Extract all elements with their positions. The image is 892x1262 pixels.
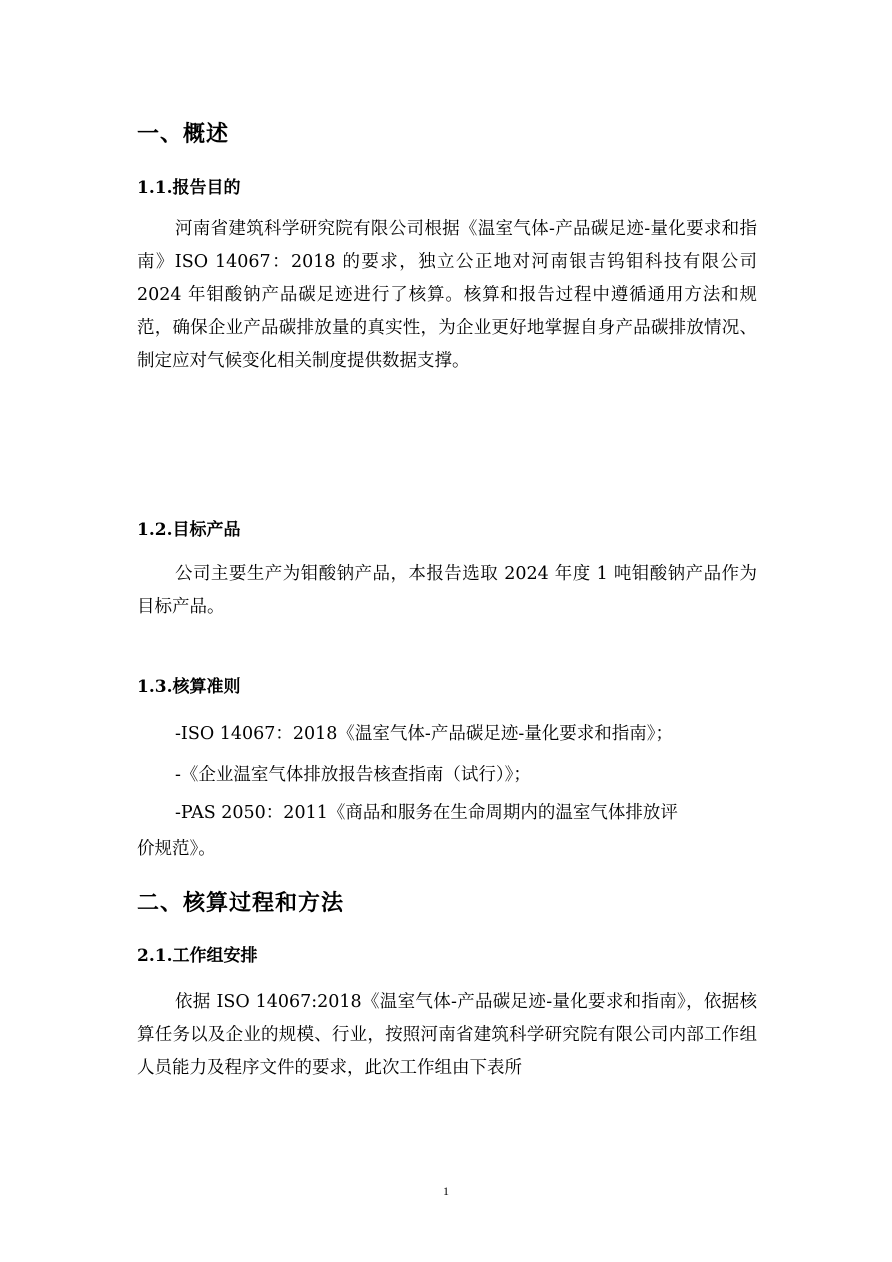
standard-item-3-line-1: -PAS 2050：2011《商品和服务在生命周期内的温室气体排放评 (175, 803, 678, 823)
standard-item-1: -ISO 14067：2018《温室气体-产品碳足迹-量化要求和指南》； (175, 724, 674, 744)
page-number: 1 (443, 1184, 449, 1198)
heading-1-2: 1.2.目标产品 (137, 520, 241, 540)
standard-item-3-line-2: 价规范》。 (137, 839, 216, 859)
section-1-title: 一、概述 (137, 121, 230, 147)
standard-item-2: -《企业温室气体排放报告核查指南（试行）》； (175, 765, 531, 785)
paragraph-1-1: 河南省建筑科学研究院有限公司根据《温室气体-产品碳足迹-量化要求和指南》ISO 14067：2018 的要求，独立公正地对河南银吉钨钼科技有限公司 2024 年钼酸钠产品碳足迹进行了核算。核算和报告过程中遵循通用方法和规范，确保企业产品碳排放量的真实性，为企业更好地掌握自身产品碳排放情况、制定应对气候变化相关制度提供数据支撑。 (137, 219, 757, 371)
paragraph-1-2: 公司主要生产为钼酸钠产品，本报告选取 2024 年度 1 吨钼酸钠产品作为目标产品。 (137, 564, 757, 617)
heading-1-1: 1.1.报告目的 (137, 178, 241, 198)
section-2-title: 二、核算过程和方法 (137, 890, 345, 916)
heading-1-3: 1.3.核算准则 (137, 677, 241, 697)
heading-2-1: 2.1.工作组安排 (137, 946, 258, 966)
paragraph-2-1: 依据 ISO 14067:2018《温室气体-产品碳足迹-量化要求和指南》，依据核算任务以及企业的规模、行业，按照河南省建筑科学研究院有限公司内部工作组人员能力及程序文件的要求，此次工作组由下表所 (137, 992, 757, 1078)
